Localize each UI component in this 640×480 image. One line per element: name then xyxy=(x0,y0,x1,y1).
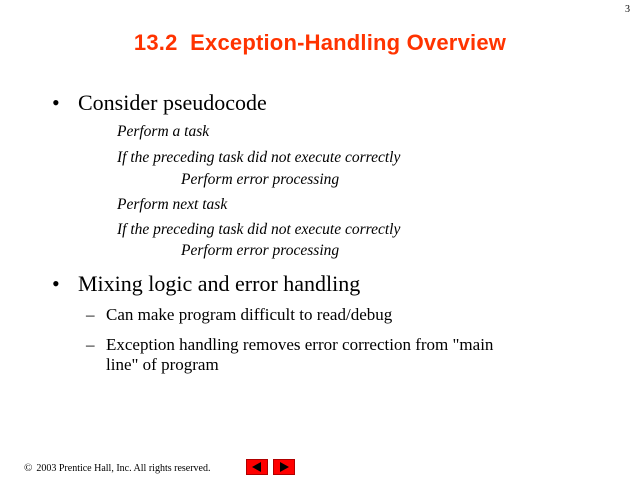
copyright-icon: © xyxy=(24,462,33,474)
triangle-left-icon xyxy=(247,460,267,474)
bullet-text: Mixing logic and error handling xyxy=(78,271,361,296)
pseudocode-line: If the preceding task did not execute correctly xyxy=(117,221,401,238)
bullet-dot: • xyxy=(52,271,60,296)
triangle-right-icon xyxy=(274,460,294,474)
bullet-text: Consider pseudocode xyxy=(78,90,267,115)
sub-bullet xyxy=(86,305,392,325)
sub-bullet-continuation: line" of program xyxy=(106,355,219,374)
pseudocode-line: Perform next task xyxy=(117,196,228,213)
pseudocode-line: Perform error processing xyxy=(181,242,340,259)
next-slide-button[interactable] xyxy=(273,459,295,475)
footer-text: 2003 Prentice Hall, Inc. All rights reserved. xyxy=(36,463,211,474)
footer-copyright xyxy=(24,462,210,474)
bullet-mixing-logic xyxy=(52,271,360,297)
sub-bullet xyxy=(86,335,493,375)
slide-title: 13.2 Exception-Handling Overview xyxy=(133,30,507,55)
pseudocode-line: If the preceding task did not execute correctly xyxy=(117,149,401,166)
page-number: 3 xyxy=(625,4,630,15)
sub-bullet-text: Can make program difficult to read/debug xyxy=(106,305,393,324)
dash-marker: – xyxy=(86,305,95,324)
pseudocode-line: Perform a task xyxy=(117,123,210,140)
sub-bullet-text: Exception handling removes error correction from "main xyxy=(106,335,494,354)
bullet-dot: • xyxy=(52,90,60,115)
previous-slide-button[interactable] xyxy=(246,459,268,475)
bullet-consider-pseudocode xyxy=(52,90,267,116)
pseudocode-line: Perform error processing xyxy=(181,171,340,188)
dash-marker: – xyxy=(86,335,95,354)
